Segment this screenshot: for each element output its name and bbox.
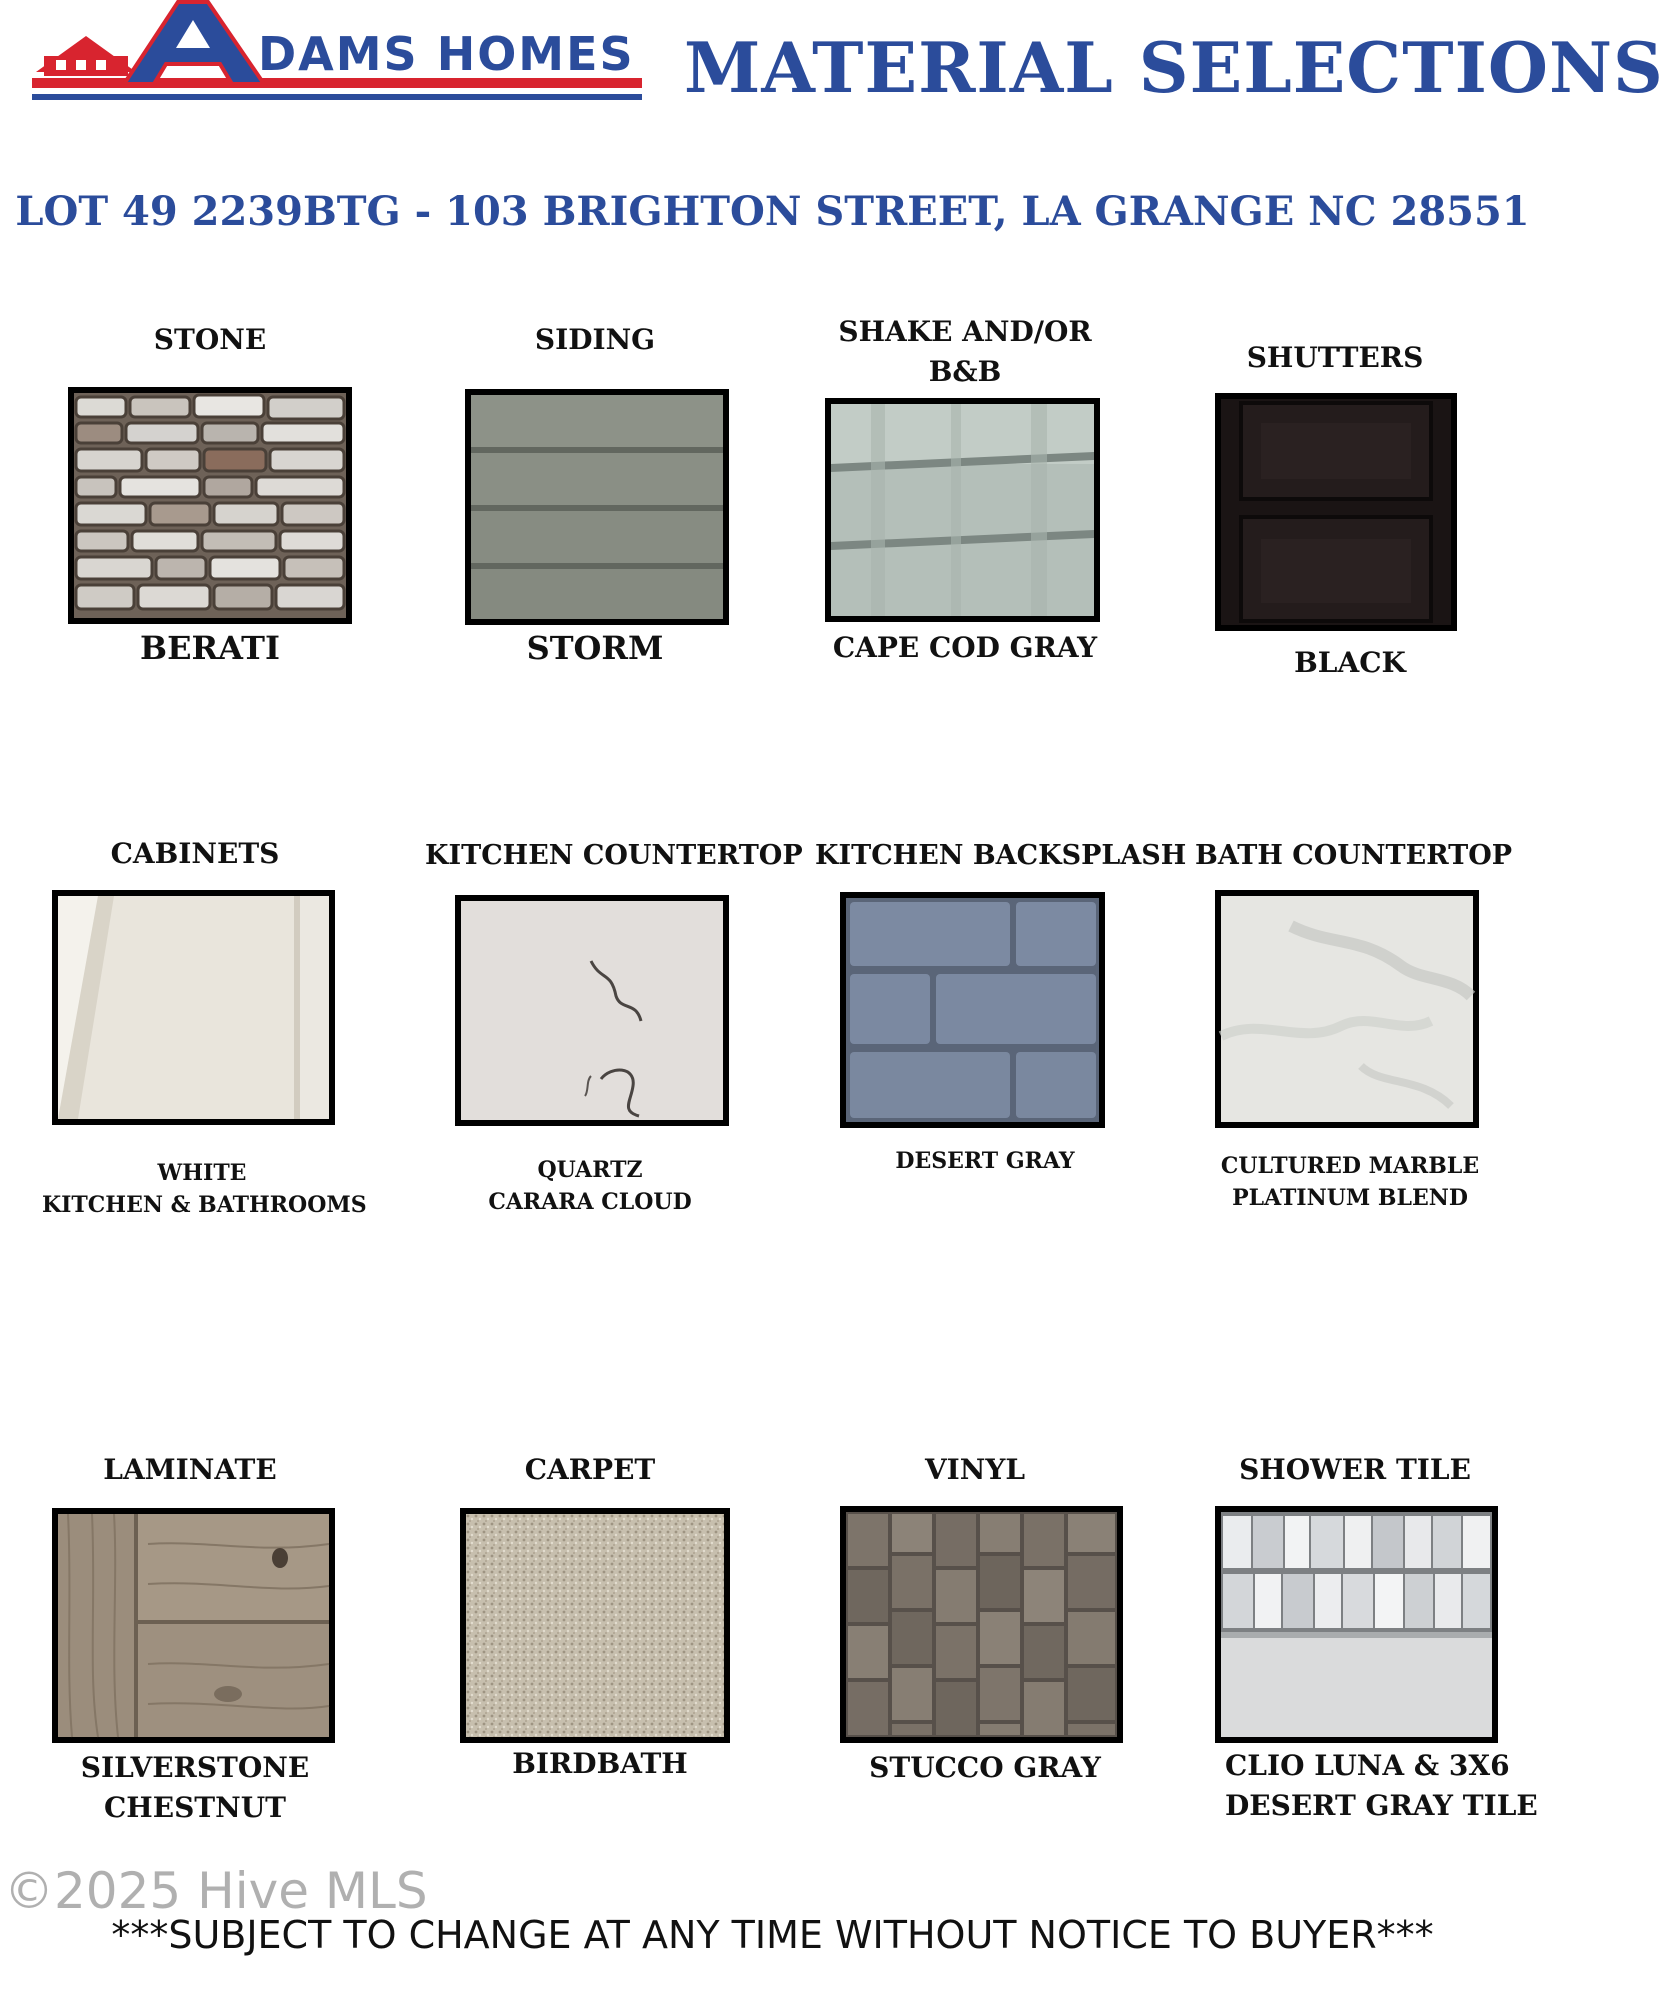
shower-tile-selection-line2: DESERT GRAY TILE [1225, 1789, 1538, 1822]
laminate-selection-line1: SILVERSTONE [80, 1751, 310, 1784]
vinyl-category-label: VINYL [924, 1453, 1026, 1486]
laminate-category-label: LAMINATE [103, 1453, 277, 1486]
laminate-selection-line2: CHESTNUT [104, 1791, 286, 1824]
bath-countertop-selection-line2: PLATINUM BLEND [1232, 1185, 1468, 1211]
carpet-selection-label: BIRDBATH [512, 1747, 688, 1780]
siding-category-label: SIDING [534, 323, 656, 356]
shower-tile-selection-label [1225, 1746, 1538, 1826]
cabinets-selection-line1: WHITE [157, 1160, 247, 1186]
page-title: MATERIAL SELECTIONS [684, 28, 1664, 109]
shutters-swatch [1215, 393, 1457, 631]
shutters-category-label: SHUTTERS [1246, 341, 1424, 374]
cabinets-swatch [52, 890, 335, 1125]
vinyl-selection-label: STUCCO GRAY [869, 1751, 1101, 1784]
vinyl-swatch [840, 1506, 1123, 1743]
stone-selection-label: BERATI [140, 629, 280, 667]
bath-countertop-selection-line1: CULTURED MARBLE [1220, 1153, 1480, 1179]
kitchen-countertop-category-label: KITCHEN COUNTERTOP [425, 840, 803, 871]
shake-swatch [825, 398, 1100, 622]
disclaimer-text: ***SUBJECT TO CHANGE AT ANY TIME WITHOUT NOTICE TO BUYER*** [111, 1913, 1434, 1957]
lot-address: LOT 49 2239BTG - 103 BRIGHTON STREET, LA GRANGE NC 28551 [15, 188, 1530, 235]
cabinets-selection-line2: KITCHEN & BATHROOMS [42, 1192, 367, 1218]
svg-text:DAMS HOMES: DAMS HOMES [258, 27, 635, 81]
shake-selection-label: CAPE COD GRAY [832, 631, 1098, 664]
kitchen-backsplash-category-label: KITCHEN BACKSPLASH [815, 840, 1187, 871]
shower-tile-category-label: SHOWER TILE [1239, 1453, 1471, 1486]
laminate-swatch [52, 1508, 335, 1743]
kitchen-countertop-selection-label [450, 1154, 730, 1218]
kitchen-backsplash-swatch [840, 892, 1105, 1128]
shake-category-label [820, 312, 1110, 392]
kitchen-countertop-selection-line1: QUARTZ [537, 1157, 643, 1183]
kitchen-countertop-selection-line2: CARARA CLOUD [488, 1189, 692, 1215]
bath-countertop-selection-label [1205, 1150, 1495, 1214]
siding-selection-label: STORM [526, 629, 664, 667]
stone-swatch [68, 387, 352, 624]
shake-category-line1: SHAKE AND/OR [838, 315, 1092, 348]
cabinets-category-label: CABINETS [110, 837, 280, 870]
siding-swatch [465, 389, 729, 625]
carpet-category-label: CARPET [524, 1453, 656, 1486]
shower-tile-selection-line1: CLIO LUNA & 3X6 [1225, 1749, 1510, 1782]
stone-category-label: STONE [153, 323, 267, 356]
cabinets-selection-label [42, 1157, 367, 1221]
shake-category-line2: B&B [928, 355, 1002, 388]
shutters-selection-label: BLACK [1294, 646, 1406, 679]
adams-homes-logo [32, 0, 642, 112]
kitchen-countertop-swatch [455, 895, 729, 1126]
bath-countertop-swatch [1215, 890, 1479, 1128]
kitchen-backsplash-selection-label: DESERT GRAY [895, 1148, 1075, 1174]
watermark-text: ©2025 Hive MLS [4, 1862, 428, 1920]
carpet-swatch [460, 1508, 730, 1743]
bath-countertop-category-label: BATH COUNTERTOP [1195, 840, 1513, 871]
shower-tile-swatch [1215, 1506, 1498, 1743]
laminate-selection-label [70, 1748, 320, 1828]
